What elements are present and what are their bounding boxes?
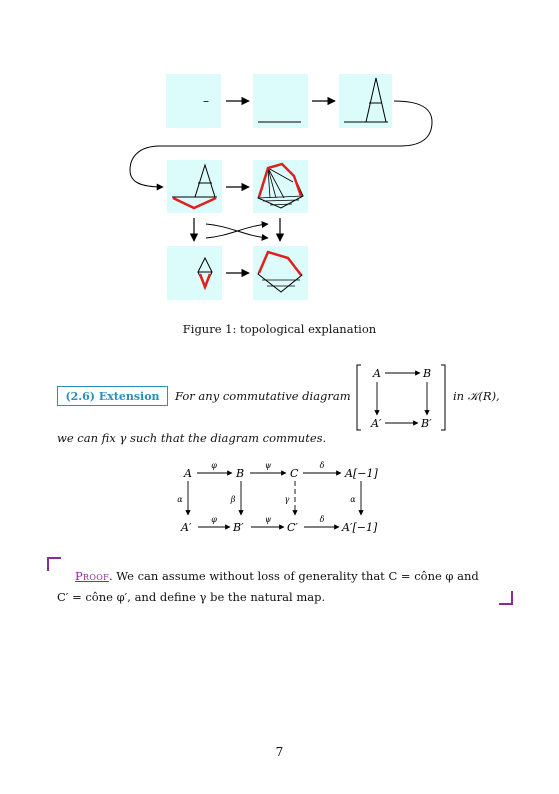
square-A-prime: A′	[371, 417, 382, 430]
proof-line-2: C′ = cône φ′, and define γ be the natural map.	[57, 590, 326, 604]
arrow-psi: ψ	[264, 461, 272, 470]
square-B: B	[423, 367, 432, 380]
node-B: B	[236, 467, 245, 480]
node-A-prime-shift: A′[−1]	[342, 521, 378, 534]
arrow-phi-prime: φ	[211, 515, 217, 524]
arrow-psi-prime: ψ	[264, 515, 272, 524]
figure-caption: Figure 1: topological explanation	[182, 322, 377, 336]
node-A-shift: A[−1]	[345, 467, 378, 480]
proof-label: Proof	[75, 569, 109, 583]
proof-corner-top-left	[47, 557, 63, 573]
panel-1	[166, 74, 221, 128]
page-number: 7	[275, 745, 284, 759]
theorem-label: (2.6) Extension	[57, 386, 168, 406]
square-A: A	[373, 367, 381, 380]
arrow-alpha: α	[177, 495, 183, 504]
theorem-statement-before: For any commutative diagram	[175, 389, 351, 403]
theorem-statement-after: in 𝒦(R),	[453, 389, 500, 403]
panel-3	[339, 74, 392, 128]
panel-6	[167, 246, 222, 300]
node-A-prime: A′	[181, 521, 192, 534]
arrow-delta-prime: δ	[319, 515, 325, 524]
node-A: A	[184, 467, 192, 480]
arrow-delta: δ	[319, 461, 325, 470]
arrow-alpha-shift: α	[350, 495, 356, 504]
theorem-statement-line2: we can fix γ such that the diagram commutes.	[57, 431, 327, 445]
node-B-prime: B′	[233, 521, 244, 534]
dash-mark: –	[203, 94, 209, 108]
commutative-square	[348, 360, 458, 436]
square-B-prime: B′	[421, 417, 432, 430]
node-C: C	[290, 467, 299, 480]
triangle-diagram	[172, 460, 392, 540]
node-C-prime: C′	[287, 521, 298, 534]
topology-figure	[0, 0, 559, 320]
arrow-gamma: γ	[284, 495, 290, 504]
proof-corner-bottom-right	[498, 590, 514, 606]
arrow-phi: φ	[211, 461, 217, 470]
proof-text-1: . We can assume without loss of generality that C = cône φ and	[108, 569, 479, 583]
proof-line-1	[75, 568, 479, 584]
panel-2	[253, 74, 308, 128]
arrow-beta: β	[230, 495, 236, 504]
panel-4	[167, 160, 222, 213]
